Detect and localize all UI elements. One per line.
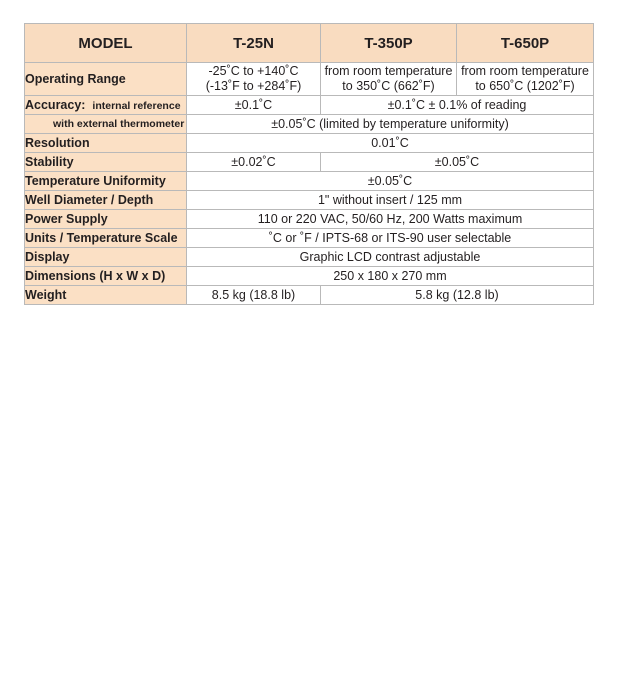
header-t25n: T-25N bbox=[187, 24, 321, 63]
row-units bbox=[25, 229, 594, 248]
label-power: Power Supply bbox=[25, 210, 187, 229]
row-operating-range bbox=[25, 63, 594, 96]
row-power bbox=[25, 210, 594, 229]
label-accuracy-external: with external thermometer bbox=[25, 115, 187, 134]
operating-range-t350p-line1: from room temperature bbox=[324, 64, 453, 78]
row-display bbox=[25, 248, 594, 267]
header-row bbox=[25, 24, 594, 63]
label-stability: Stability bbox=[25, 153, 187, 172]
stability-t25n: ±0.02˚C bbox=[187, 153, 321, 172]
units-all: ˚C or ˚F / IPTS-68 or ITS-90 user selectable bbox=[187, 229, 594, 248]
accuracy-t350p-t650p: ±0.1˚C ± 0.1% of reading bbox=[321, 96, 594, 115]
dimensions-all: 250 x 180 x 270 mm bbox=[187, 267, 594, 286]
label-display: Display bbox=[25, 248, 187, 267]
label-accuracy bbox=[25, 96, 187, 115]
weight-t25n: 8.5 kg (18.8 lb) bbox=[187, 286, 321, 305]
row-stability bbox=[25, 153, 594, 172]
header-model: MODEL bbox=[25, 24, 187, 63]
row-dimensions bbox=[25, 267, 594, 286]
label-dimensions: Dimensions (H x W x D) bbox=[25, 267, 187, 286]
label-uniformity: Temperature Uniformity bbox=[25, 172, 187, 191]
operating-range-t650p bbox=[457, 63, 594, 96]
label-units: Units / Temperature Scale bbox=[25, 229, 187, 248]
label-resolution: Resolution bbox=[25, 134, 187, 153]
accuracy-t25n: ±0.1˚C bbox=[187, 96, 321, 115]
header-t350p: T-350P bbox=[321, 24, 457, 63]
operating-range-t350p bbox=[321, 63, 457, 96]
operating-range-t650p-line1: from room temperature bbox=[461, 64, 589, 78]
operating-range-t25n-line1: -25˚C to +140˚C bbox=[208, 64, 299, 78]
operating-range-t350p-line2: to 350˚C (662˚F) bbox=[342, 79, 435, 93]
operating-range-t650p-line2: to 650˚C (1202˚F) bbox=[475, 79, 575, 93]
label-operating-range: Operating Range bbox=[25, 63, 187, 96]
display-all: Graphic LCD contrast adjustable bbox=[187, 248, 594, 267]
power-all: 110 or 220 VAC, 50/60 Hz, 200 Watts maximum bbox=[187, 210, 594, 229]
header-t650p: T-650P bbox=[457, 24, 594, 63]
row-uniformity bbox=[25, 172, 594, 191]
accuracy-external-all: ±0.05˚C (limited by temperature uniformity) bbox=[187, 115, 594, 134]
row-weight bbox=[25, 286, 594, 305]
weight-t350p-t650p: 5.8 kg (12.8 lb) bbox=[321, 286, 594, 305]
row-accuracy bbox=[25, 96, 594, 115]
resolution-all: 0.01˚C bbox=[187, 134, 594, 153]
row-accuracy-external bbox=[25, 115, 594, 134]
label-accuracy-sub: internal reference bbox=[92, 100, 181, 112]
operating-range-t25n bbox=[187, 63, 321, 96]
spec-table bbox=[24, 23, 594, 305]
label-accuracy-main: Accuracy: bbox=[25, 98, 86, 112]
operating-range-t25n-line2: (-13˚F to +284˚F) bbox=[205, 79, 302, 93]
label-weight: Weight bbox=[25, 286, 187, 305]
stability-t350p-t650p: ±0.05˚C bbox=[321, 153, 594, 172]
row-well bbox=[25, 191, 594, 210]
well-all: 1" without insert / 125 mm bbox=[187, 191, 594, 210]
row-resolution bbox=[25, 134, 594, 153]
uniformity-all: ±0.05˚C bbox=[187, 172, 594, 191]
label-well: Well Diameter / Depth bbox=[25, 191, 187, 210]
